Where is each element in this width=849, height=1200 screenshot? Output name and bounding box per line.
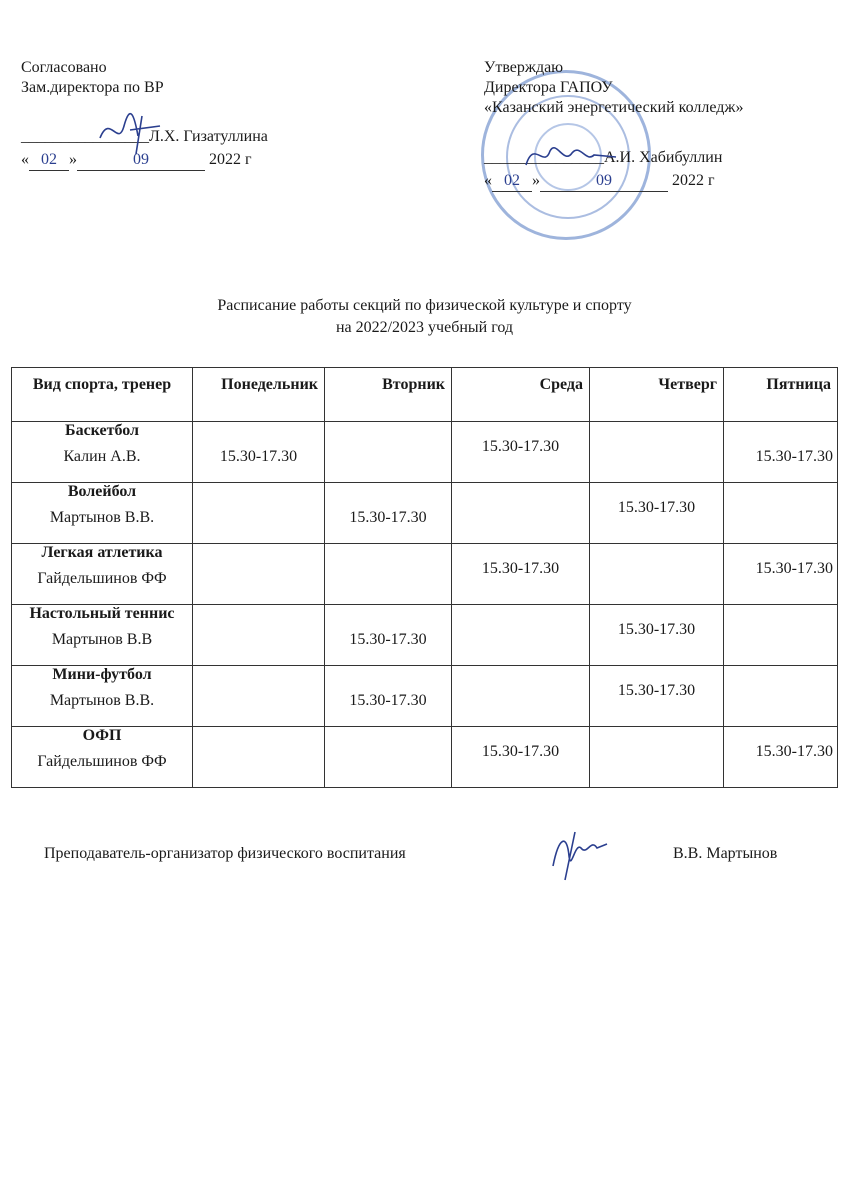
approval-left-position: Зам.директора по ВР [21, 79, 164, 96]
approval-right-title: Утверждаю [484, 59, 564, 76]
approval-left-title: Согласовано [21, 59, 107, 76]
time-slot [454, 483, 587, 499]
thursday-cell [590, 422, 724, 483]
date-close-quote: » [532, 172, 540, 189]
time-slot [726, 483, 835, 509]
thursday-cell [590, 605, 724, 666]
sport-name: ОФП [82, 727, 122, 744]
tuesday-cell [325, 727, 452, 788]
time-slot: 15.30-17.30 [755, 743, 833, 760]
table-row [12, 483, 838, 544]
wednesday-cell [452, 605, 590, 666]
monday-cell [193, 605, 325, 666]
date-year: 2022 г [209, 151, 252, 168]
tuesday-cell [325, 422, 452, 483]
table-row [12, 422, 838, 483]
table-header-row [12, 368, 838, 422]
sport-name: Настольный теннис [29, 605, 175, 622]
wednesday-cell [452, 422, 590, 483]
time-slot: 15.30-17.30 [349, 509, 427, 526]
approval-right-signer: _______________А.И. Хабибуллин [484, 149, 723, 166]
time-slot [592, 727, 721, 743]
friday-cell [724, 727, 838, 788]
header-monday: Понедельник [193, 368, 325, 422]
thursday-cell [590, 544, 724, 605]
date-month: 09 [77, 150, 205, 171]
monday-cell [193, 544, 325, 605]
coach-name: Мартынов В.В. [49, 692, 155, 709]
time-slot: 15.30-17.30 [755, 560, 833, 577]
thursday-cell [590, 666, 724, 727]
time-slot: 15.30-17.30 [755, 448, 833, 465]
time-slot: 15.30-17.30 [349, 692, 427, 709]
time-slot: 15.30-17.30 [617, 682, 696, 699]
friday-cell [724, 544, 838, 605]
sport-cell [12, 727, 193, 788]
header-sport-coach: Вид спорта, тренер [12, 368, 193, 422]
sport-cell [12, 666, 193, 727]
time-slot [327, 422, 449, 448]
thursday-cell [590, 483, 724, 544]
header-friday: Пятница [724, 368, 838, 422]
time-slot: 15.30-17.30 [481, 438, 560, 455]
date-month: 09 [540, 171, 668, 192]
signature-gizatullina [90, 108, 170, 158]
sport-cell [12, 605, 193, 666]
coach-name: Мартынов В.В [51, 631, 153, 648]
schedule-table [11, 367, 838, 788]
sport-cell [12, 483, 193, 544]
time-slot [195, 666, 322, 692]
tuesday-cell [325, 605, 452, 666]
friday-cell [724, 483, 838, 544]
wednesday-cell [452, 666, 590, 727]
monday-cell [193, 666, 325, 727]
time-slot [726, 666, 835, 692]
table-row [12, 605, 838, 666]
time-slot [592, 422, 721, 438]
time-slot [726, 605, 835, 631]
sport-name: Волейбол [67, 483, 137, 500]
time-slot [195, 605, 322, 631]
time-slot [454, 605, 587, 621]
tuesday-cell [325, 666, 452, 727]
friday-cell [724, 666, 838, 727]
coach-name: Гайдельшинов ФФ [37, 570, 167, 587]
time-slot: 15.30-17.30 [349, 631, 427, 648]
wednesday-cell [452, 483, 590, 544]
sport-name: Легкая атлетика [41, 544, 163, 561]
time-slot: 15.30-17.30 [617, 499, 696, 516]
monday-cell [193, 483, 325, 544]
date-open-quote: « [484, 172, 492, 189]
time-slot: 15.30-17.30 [219, 448, 298, 465]
date-year: 2022 г [672, 172, 715, 189]
footer-position: Преподаватель-организатор физического воспитания [44, 845, 406, 862]
table-row [12, 666, 838, 727]
table-row [12, 727, 838, 788]
header-tuesday: Вторник [325, 368, 452, 422]
date-close-quote: » [69, 151, 77, 168]
tuesday-cell [325, 483, 452, 544]
date-day: 02 [29, 150, 69, 171]
signature-martynov [545, 826, 615, 882]
sport-cell [12, 422, 193, 483]
time-slot [327, 544, 449, 570]
approval-left-signer: ________________Л.Х. Гизатуллина [21, 128, 268, 145]
time-slot [195, 727, 322, 753]
header-wednesday: Среда [452, 368, 590, 422]
monday-cell [193, 727, 325, 788]
sport-cell [12, 544, 193, 605]
time-slot [592, 544, 721, 560]
tuesday-cell [325, 544, 452, 605]
wednesday-cell [452, 544, 590, 605]
time-slot [195, 483, 322, 509]
date-day: 02 [492, 171, 532, 192]
footer-name: В.В. Мартынов [673, 845, 778, 862]
approval-right-organization: «Казанский энергетический колледж» [484, 99, 744, 116]
time-slot [327, 727, 449, 753]
time-slot: 15.30-17.30 [617, 621, 696, 638]
schedule-subtitle: на 2022/2023 учебный год [335, 319, 514, 336]
time-slot [195, 544, 322, 570]
thursday-cell [590, 727, 724, 788]
coach-name: Калин А.В. [63, 448, 141, 465]
wednesday-cell [452, 727, 590, 788]
header-thursday: Четверг [590, 368, 724, 422]
friday-cell [724, 422, 838, 483]
schedule-title: Расписание работы секций по физической культуре и спорту [217, 297, 632, 314]
approval-right-position: Директора ГАПОУ [484, 79, 613, 96]
monday-cell [193, 422, 325, 483]
date-open-quote: « [21, 151, 29, 168]
time-slot: 15.30-17.30 [481, 560, 560, 577]
coach-name: Мартынов В.В. [49, 509, 155, 526]
time-slot: 15.30-17.30 [481, 743, 560, 760]
friday-cell [724, 605, 838, 666]
table-row [12, 544, 838, 605]
sport-name: Баскетбол [64, 422, 139, 439]
time-slot [454, 666, 587, 682]
coach-name: Гайдельшинов ФФ [37, 753, 167, 770]
sport-name: Мини-футбол [52, 666, 152, 683]
signature-khabibullin [520, 135, 620, 175]
